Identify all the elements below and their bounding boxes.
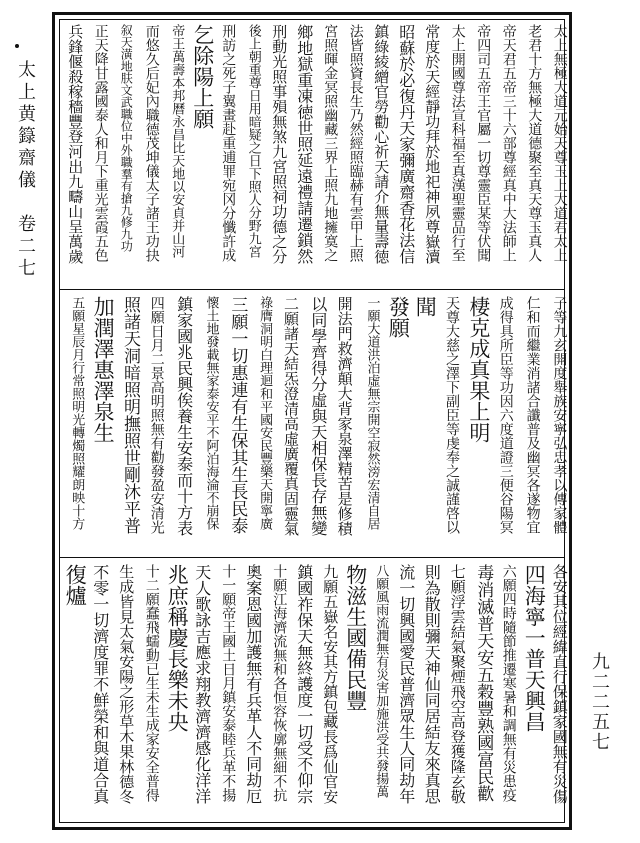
text-column: 發願 [386,296,411,338]
text-column: 老君十方無極大道德聚至真天尊玉真人 [526,24,543,262]
text-column: 以同學齊得分虛與天相保長存無變 [308,296,328,536]
text-column: 刑訪之死子翼畫赴重逋罪宛冈分懺許成 [220,24,237,262]
text-column: 懷土地發載無家泰安平不阿泊海淪不崩保 [203,296,219,530]
text-column: 昭蘇於必復丹天家彌廣齋香花法信 [396,24,416,264]
text-column: 物滋生國備民豐 [343,564,368,711]
text-column: 十願江海濟流無和各恒容恢廓無細不抗 [271,564,288,802]
text-column: 仁和而繼業消諸合讖普及幽冥各遂物宜 [524,296,541,534]
text-column: 子等九玄開度舉族安寧弘忠孝以傳家體 [551,296,568,534]
text-column: 帝王萬壽本邦曆永昌比天地以安貞并山河 [169,24,185,258]
text-column: 六願四時隨節推遷寒暑和調無有災患疫 [500,564,517,802]
text-column: 鎮綠綾繒官勞勸心祈天請介無量壽徳 [372,24,391,264]
text-column: 叙天潢地肤文武職位中外職羣有搶九修九功 [119,24,134,252]
text-column: 常度於天經靜功拜於地祀神夙尊嶽瀆 [423,24,442,264]
text-column: 宮照暉金冥照幽藏三界上照九地擁寞之 [322,24,339,262]
text-column: 一願大道洪泊虛無宗開空寂然滂宏清自居 [364,296,380,530]
block-divider [60,557,564,558]
text-column: 七願浮雲結氣聚煙飛空高登獲隆玄敬 [448,564,467,804]
text-column: 聞 [413,296,438,317]
block-divider [60,289,564,290]
text-column: 法皆照資長生乃然經照臨赫有雲甲上照 [347,24,364,262]
text-column: 各安其位經緯直行保鎮家國無有災傷 [550,564,569,804]
text-column: 四海寧一普天興昌 [522,564,547,732]
text-column: 帝天君五帝三十六部尊經真中大法師上 [500,24,517,262]
text-column: 三願一切惠連有生保其生長民泰 [227,296,248,534]
page-number: 九二二五七 [589,652,610,752]
text-column: 兆庶稱慶長樂未央 [165,564,190,732]
text-column: 則為散則彌天神仙同居結友來真思 [422,564,442,804]
margin-title [12,60,38,280]
text-column: 九願五嶽名安其方鎮包藏長爲仙官安 [321,564,340,804]
page-frame [52,12,572,830]
text-column: 鎮家國兆民興俟養生安泰而十方表 [174,296,194,536]
text-column: 四願日月二景高明照無有勸發盈安清光 [148,296,165,534]
text-column: 生成皆見太氣安陽之形草木果林德冬 [117,564,136,804]
text-column: 奧案恩國加護無有兵革人不同劫厄 [243,564,263,804]
text-column: 天尊大慈之澤下副臣等虔奉之誠謹啓以 [444,296,461,534]
text-column: 鎮國祚保天無終護度一切受不仰宗 [294,564,314,804]
text-panel [59,19,569,823]
text-column: 二願諸天結炁澄清高虛廣覆真固靈氣 [282,296,300,536]
text-column: 太上開國尊法宣科福至真漢聖靈品行至 [449,24,466,262]
text-column: 兵鋒偃殺稼穡豐登河出九疇山呈萬歲 [66,24,85,264]
text-column: 成得具所臣等功因六度道證三便谷陽冥 [497,296,514,534]
text-column: 而悠久后妃內職德茂坤儀太子諸王功抉 [143,24,160,262]
text-column: 不零一切濟度罪不鮮榮和與道合真 [90,564,110,804]
text-column: 正天降甘露國泰人和月下重光雲霞五色 [92,24,109,262]
text-column: 八願風雨流潤無有災害加施洪受共發揚萬 [373,564,389,798]
text-column: 刑動光照事殞無煞九宮照祠功德之分 [270,24,289,264]
text-column: 帝四司五帝王官屬一切尊靈臣某等伏聞 [475,24,492,262]
text-column: 加潤澤惠澤泉生 [91,296,116,443]
text-column: 開法門救濟顛大背家泉澤精苦是修積 [335,296,354,536]
text-column: 毒消滅普天安五穀豐熟國富民歡 [473,564,494,802]
text-column: 流一切興國愛民普濟眾生人同劫年 [396,564,416,804]
text-column: 十一願帝王國土日月鎮安泰睦兵革不揚 [220,564,237,802]
volume-label: 卷二七 [15,214,36,280]
text-column: 十二願蠢飛蠕動已生未生成家安全普得 [143,564,160,802]
text-column: 後上朝重尊日用暗疑之日下照人分野九宮 [245,24,261,258]
text-column: 祿膺洞明白理迴和平國安民豐樂天開寧廣 [257,296,273,530]
text-column: 五願星辰月行常照明光轉燭照耀朗映十方 [69,296,85,530]
book-title: 太上黄籙齋儀 [15,60,36,192]
text-column: 復爐 [63,564,88,606]
text-column: 鄉地獄重凍徳世照延遠禮請遷鎖然 [294,24,314,264]
text-column: 照諸天洞暗照明撫照世剛沐平普 [119,296,140,534]
text-column: 天人歌詠吉應求翔教濟濟感化洋洋 [192,564,212,804]
text-column: 乞除陽上願 [190,24,215,129]
text-column: 棲克成真果上明 [466,296,491,443]
text-column: 太上無極大道元始天尊玉上大道君太上 [551,24,568,262]
margin-dot [15,44,19,48]
